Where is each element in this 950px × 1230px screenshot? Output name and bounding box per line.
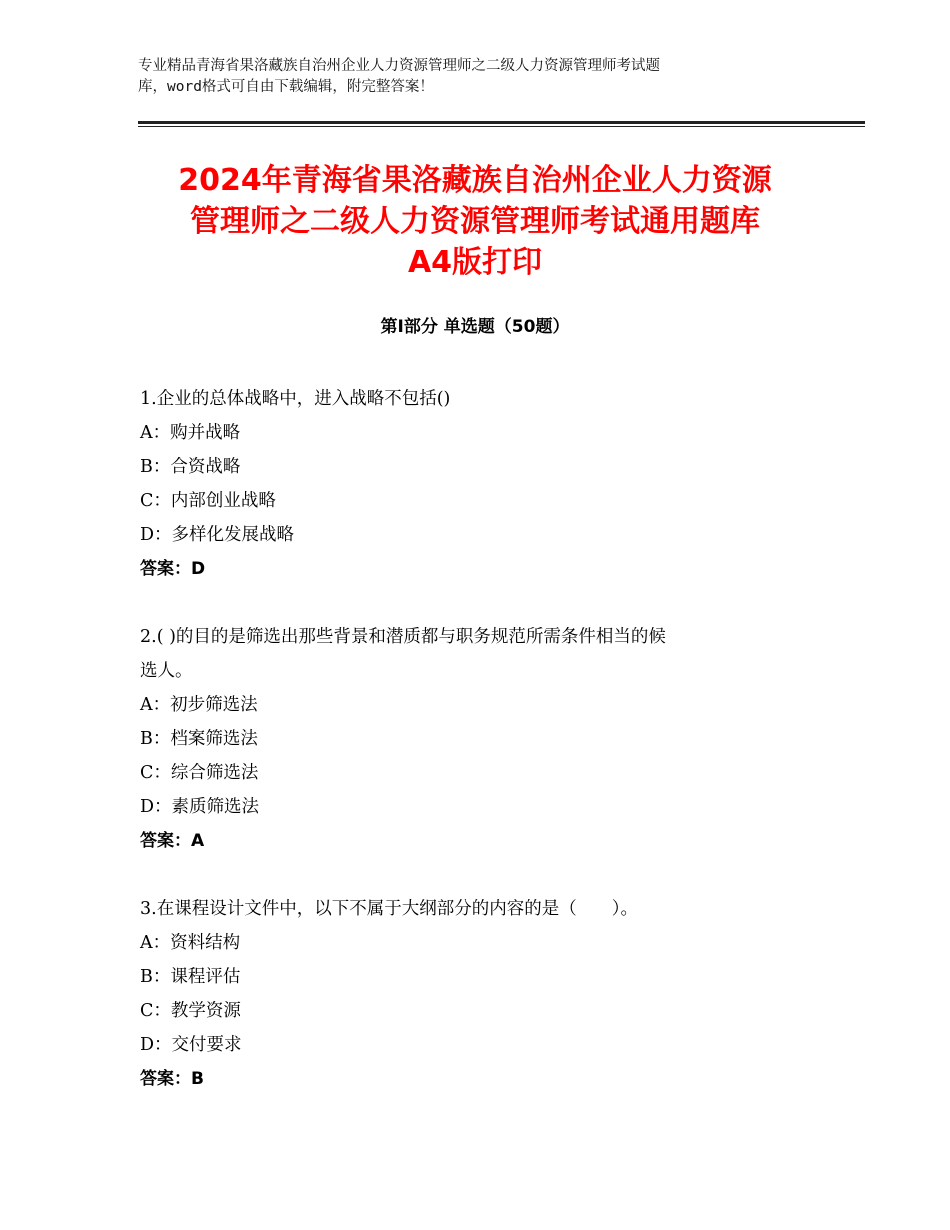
header-note-line: 专业精品青海省果洛藏族自治州企业人力资源管理师之二级人力资源管理师考试题 [138, 58, 660, 74]
question-stem-line: 1.企业的总体战略中，进入战略不包括() [140, 389, 451, 409]
question-stem-line: 选人。 [140, 661, 193, 681]
option-a: A：资料结构 [140, 933, 241, 953]
option-d: D：素质筛选法 [140, 797, 260, 817]
answer: 答案：D [140, 559, 206, 579]
header-note-line: 库，word格式可自由下载编辑，附完整答案！ [138, 79, 434, 95]
option-d: D：交付要求 [140, 1035, 242, 1055]
option-c: C：内部创业战略 [140, 491, 276, 511]
answer: 答案：B [140, 1069, 204, 1089]
option-d: D：多样化发展战略 [140, 525, 295, 545]
question-stem-line: 2.( )的目的是筛选出那些背景和潜质都与职务规范所需条件相当的候 [140, 627, 666, 647]
question-1 [140, 382, 830, 586]
title-line: 2024年青海省果洛藏族自治州企业人力资源 [178, 163, 772, 198]
question-2 [140, 620, 830, 858]
header-note [138, 56, 828, 98]
header-divider-thin [138, 126, 865, 127]
question-stem-line: 3.在课程设计文件中，以下不属于大纲部分的内容的是（ ）。 [140, 899, 638, 919]
answer: 答案：A [140, 831, 205, 851]
option-b: B：课程评估 [140, 967, 241, 987]
title-line: A4版打印 [407, 245, 543, 280]
question-stem [140, 620, 830, 688]
option-b: B：合资战略 [140, 457, 241, 477]
option-a: A：购并战略 [140, 423, 241, 443]
section-heading: 第Ⅰ部分 单选题（50题） [380, 317, 570, 337]
header-divider-thick [138, 121, 865, 124]
option-a: A：初步筛选法 [140, 695, 258, 715]
question-3 [140, 892, 830, 1096]
option-b: B：档案筛选法 [140, 729, 258, 749]
option-c: C：综合筛选法 [140, 763, 259, 783]
document-title [138, 160, 812, 283]
question-stem [140, 892, 830, 926]
title-line: 管理师之二级人力资源管理师考试通用题库 [190, 204, 760, 239]
option-c: C：教学资源 [140, 1001, 241, 1021]
question-stem [140, 382, 830, 416]
question-list [140, 382, 830, 1130]
